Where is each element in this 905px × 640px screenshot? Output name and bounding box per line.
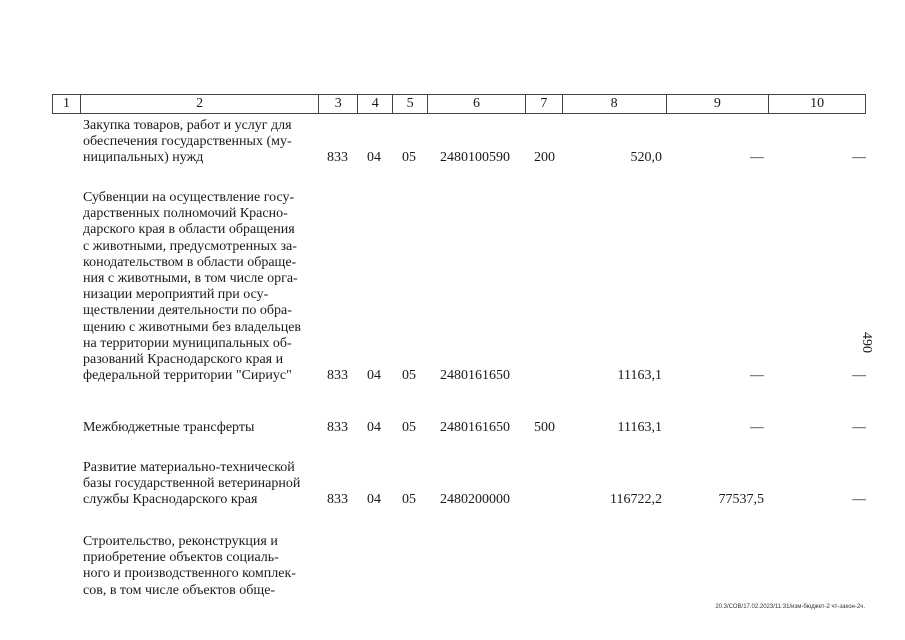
cell-c3: 833	[327, 368, 348, 384]
header-col-5: 5	[393, 95, 428, 113]
cell-c7: 200	[534, 150, 555, 166]
cell-c8: 11163,1	[617, 368, 662, 384]
cell-c8: 11163,1	[617, 420, 662, 435]
row-description	[83, 118, 318, 167]
table-header	[52, 94, 866, 114]
cell-c4: 04	[367, 492, 381, 508]
description-line: ния с животными, в том числе орга-	[83, 271, 298, 287]
cell-c4: 04	[367, 420, 381, 435]
header-col-6: 6	[428, 95, 526, 113]
description-line: службы Краснодарского края	[83, 492, 258, 508]
description-line: дарственных полномочий Красно-	[83, 206, 288, 222]
header-col-4: 4	[358, 95, 393, 113]
cell-c3: 833	[327, 420, 348, 435]
description-line: федеральной территории "Сириус"	[83, 368, 292, 384]
row-description	[83, 534, 318, 599]
cell-c7: 500	[534, 420, 555, 435]
cell-c4: 04	[367, 150, 381, 166]
cell-c9: —	[750, 150, 764, 166]
row-description	[83, 420, 318, 436]
cell-c5: 05	[402, 492, 416, 508]
description-line: ществлении деятельности по обра-	[83, 303, 292, 319]
description-line: ного и производственного комплек-	[83, 566, 296, 582]
header-col-1: 1	[53, 95, 81, 113]
description-line: сов, в том числе объектов обще-	[83, 582, 276, 598]
cell-c6: 2480100590	[440, 150, 510, 166]
cell-c3: 833	[327, 150, 348, 166]
description-line: Закупка товаров, работ и услуг для	[83, 118, 292, 133]
document-footer-code: 20.3/СОВ/17.02.2023/11:31/изм-бюджет-2 чт-закон-2ч.	[715, 604, 865, 610]
cell-c6: 2480161650	[440, 420, 510, 435]
description-line: обеспечения государственных (му-	[83, 134, 292, 150]
cell-c8: 116722,2	[610, 492, 662, 508]
cell-c9: 77537,5	[718, 492, 764, 508]
cell-c10: —	[852, 368, 866, 384]
description-line: разований Краснодарского края и	[83, 352, 284, 368]
header-col-10: 10	[810, 96, 825, 111]
description-line: низации мероприятий при осу-	[83, 287, 269, 303]
cell-c6: 2480200000	[440, 492, 510, 508]
cell-c6: 2480161650	[440, 368, 510, 384]
row-description	[83, 190, 318, 384]
description-line: конодательством в области обраще-	[83, 254, 297, 270]
cell-c5: 05	[402, 420, 416, 435]
row-description	[83, 460, 318, 509]
header-col-8: 8	[563, 95, 667, 113]
description-line: Субвенции на осуществление госу-	[83, 190, 295, 205]
description-line: с животными, предусмотренных за-	[83, 238, 297, 254]
cell-c10: —	[852, 492, 866, 508]
cell-c3: 833	[327, 492, 348, 508]
description-line: ниципальных) нужд	[83, 150, 204, 166]
description-line: базы государственной ветеринарной	[83, 476, 301, 492]
cell-c10: —	[852, 420, 866, 435]
cell-c4: 04	[367, 368, 381, 384]
description-line: Развитие материально-технической	[83, 460, 295, 475]
header-col-7: 7	[526, 95, 563, 113]
header-col-2: 2	[81, 95, 319, 113]
page-number: 490	[859, 332, 874, 353]
description-line: Межбюджетные трансферты	[83, 420, 255, 435]
description-line: щению с животными без владельцев	[83, 319, 302, 335]
header-col-3: 3	[319, 95, 358, 113]
description-line: приобретение объектов социаль-	[83, 550, 279, 566]
header-col-9: 9	[667, 95, 770, 113]
cell-c9: —	[750, 368, 764, 384]
cell-c5: 05	[402, 368, 416, 384]
description-line: на территории муниципальных об-	[83, 335, 292, 351]
cell-c5: 05	[402, 150, 416, 166]
cell-c10: —	[852, 150, 866, 166]
cell-c9: —	[750, 420, 764, 435]
description-line: дарского края в области обращения	[83, 222, 295, 238]
cell-c8: 520,0	[630, 150, 662, 166]
description-line: Строительство, реконструкция и	[83, 534, 278, 549]
